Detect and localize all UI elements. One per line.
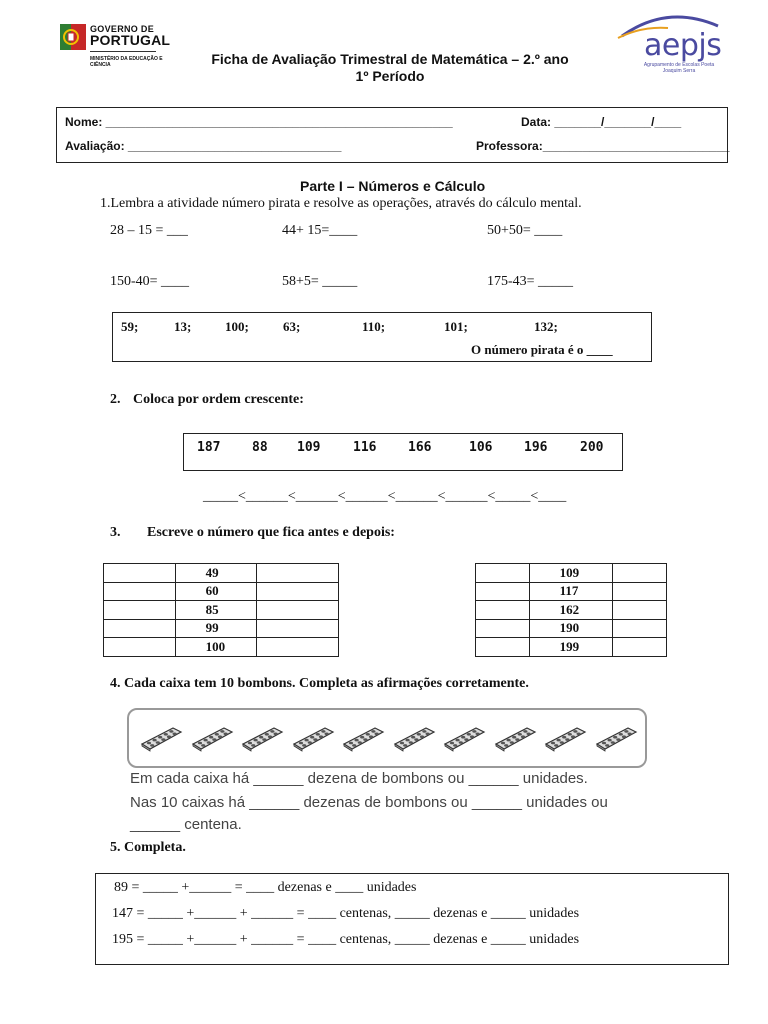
table-row [476,638,667,657]
table-row [104,601,339,620]
pirate-number: 59; [121,319,139,334]
date-field[interactable]: Data: _______/_______/____ [521,115,682,129]
q3-number: 3. [110,525,121,540]
before-cell[interactable] [476,638,530,657]
before-cell[interactable] [104,601,176,620]
before-after-table-right [475,563,667,657]
decomposition-line-3[interactable]: 195 = _____ +______ + ______ = ____ centenas, _____ dezenas e _____ unidades [112,932,580,947]
table-row [476,601,667,620]
decomposition-box [95,873,729,965]
order-number: 200 [580,440,604,455]
name-field[interactable]: Nome: ____________________________________________________ [65,115,453,129]
chocolate-box-icon [543,722,587,752]
decomposition-line-2[interactable]: 147 = _____ +______ + ______ = ____ centenas, _____ dezenas e _____ unidades [112,906,580,921]
order-answer-line[interactable]: _____<______<______<______<______<______<_____<____ [203,489,567,504]
q4-line-2[interactable]: Nas 10 caixas há ______ dezenas de bombons ou ______ unidades ou [130,794,608,811]
table-row [104,564,339,583]
page-title: Ficha de Avaliação Trimestral de Matemática – 2.º ano [211,51,569,67]
pirate-number: 101; [444,319,468,334]
before-cell[interactable] [476,619,530,638]
q1-op-3[interactable]: 50+50= ____ [487,223,563,238]
pirate-number-box [112,312,652,362]
number-cell: 199 [529,638,613,657]
order-number: 166 [408,440,432,455]
pirate-number: 132; [534,319,558,334]
before-cell[interactable] [476,601,530,620]
number-cell: 109 [529,564,613,583]
number-cell: 49 [175,564,257,583]
number-cell: 117 [529,582,613,601]
table-row [104,582,339,601]
decomposition-line-1[interactable]: 89 = _____ +______ = ____ dezenas e ____ unidades [114,880,417,895]
number-cell: 100 [175,638,257,657]
table-row [104,638,339,657]
after-cell[interactable] [613,601,667,620]
after-cell[interactable] [257,564,339,583]
aepjs-logo [612,10,722,76]
q1-op-6[interactable]: 175-43= _____ [487,274,574,289]
q4-prompt: 4. Cada caixa tem 10 bombons. Completa as afirmações corretamente. [110,676,529,691]
after-cell[interactable] [613,638,667,657]
gov-logo-line2: PORTUGAL [90,32,171,48]
chocolate-box-icon [493,722,537,752]
gov-logo-line1: GOVERNO DE [90,24,155,34]
gov-logo-divider [90,51,156,52]
student-info-box [56,107,728,163]
chocolate-box-icon [240,722,284,752]
before-cell[interactable] [104,619,176,638]
table-row [476,619,667,638]
number-cell: 60 [175,582,257,601]
pirate-number: 13; [174,319,192,334]
chocolate-box-icon [392,722,436,752]
after-cell[interactable] [613,582,667,601]
q5-prompt: 5. Completa. [110,840,186,855]
pirate-answer-line[interactable]: O número pirata é o ____ [471,342,613,357]
chocolate-boxes-panel [127,708,647,832]
chocolate-box-icon [139,722,183,752]
teacher-field[interactable]: Professora:____________________________ [476,139,730,153]
portugal-emblem-icon [60,24,88,54]
before-after-table-left [103,563,339,657]
order-number: 88 [252,440,268,455]
number-cell: 99 [175,619,257,638]
q1-op-1[interactable]: 28 – 15 = ___ [110,223,188,238]
after-cell[interactable] [257,619,339,638]
after-cell[interactable] [613,619,667,638]
q3-prompt: Escreve o número que fica antes e depois: [147,525,395,540]
pirate-number: 63; [283,319,301,334]
chocolate-box-icon [190,722,234,752]
before-cell[interactable] [104,582,176,601]
order-number: 116 [353,440,377,455]
table-row [104,619,339,638]
order-number: 106 [469,440,493,455]
aepjs-logo-name: aepjs [644,28,722,63]
chocolate-box-icon [341,722,385,752]
order-numbers-box [183,433,623,471]
q1-op-4[interactable]: 150-40= ____ [110,274,190,289]
q1-op-5[interactable]: 58+5= _____ [282,274,358,289]
q4-line-1[interactable]: Em cada caixa há ______ dezena de bombons ou ______ unidades. [130,770,588,787]
order-number: 109 [297,440,321,455]
q1-op-2[interactable]: 44+ 15=____ [282,223,358,238]
part-title: Parte I – Números e Cálculo [300,178,486,194]
q1-prompt: 1.Lembra a atividade número pirata e resolve as operações, através do cálculo mental. [100,196,582,211]
before-cell[interactable] [104,564,176,583]
gov-logo-line3: MINISTÉRIO DA EDUCAÇÃO E CIÊNCIA [90,56,163,68]
pirate-number: 110; [362,319,386,334]
chocolate-box-icon [442,722,486,752]
after-cell[interactable] [257,582,339,601]
table-row [476,564,667,583]
number-cell: 85 [175,601,257,620]
order-number: 196 [524,440,548,455]
page-subtitle: 1º Período [355,68,425,84]
chocolate-box-icon [291,722,335,752]
q2-prompt: Coloca por ordem crescente: [133,392,304,407]
after-cell[interactable] [257,638,339,657]
chocolate-box-icon [594,722,638,752]
pirate-number: 100; [225,319,249,334]
table-row [476,582,667,601]
evaluation-field[interactable]: Avaliação: ________________________________ [65,139,342,153]
number-cell: 190 [529,619,613,638]
q4-line-3[interactable]: ______ centena. [130,816,242,833]
q2-number: 2. [110,392,121,407]
before-cell[interactable] [476,564,530,583]
order-number: 187 [197,440,221,455]
after-cell[interactable] [257,601,339,620]
before-cell[interactable] [476,582,530,601]
aepjs-logo-subtitle: Agrupamento de Escolas Poeta Joaquim Serra [643,62,715,74]
number-cell: 162 [529,601,613,620]
before-cell[interactable] [104,638,176,657]
after-cell[interactable] [613,564,667,583]
